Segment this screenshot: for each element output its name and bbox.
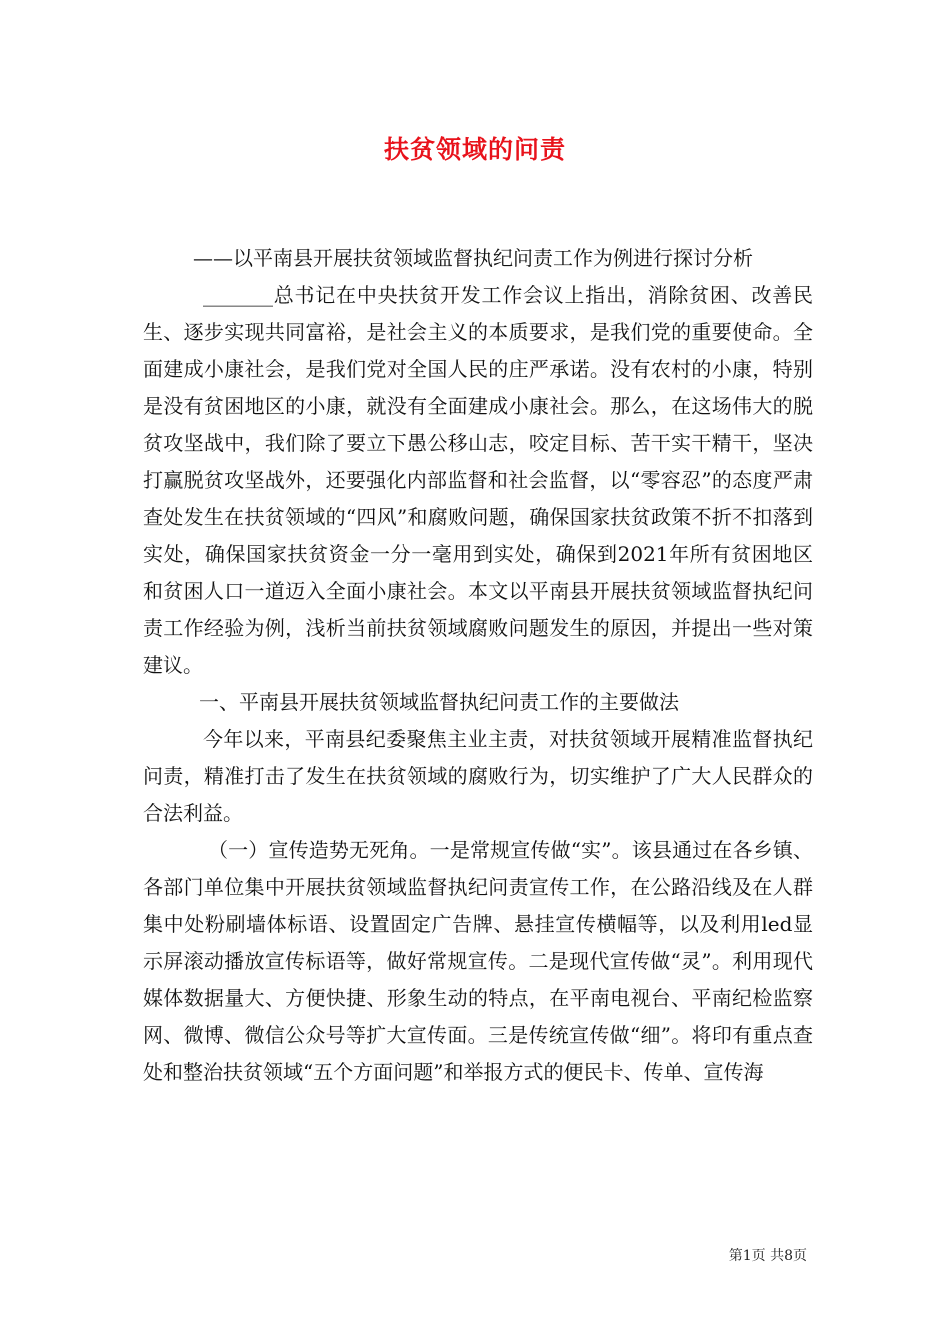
- document-subtitle: ——以平南县开展扶贫领域监督执纪问责工作为例进行探讨分析: [193, 246, 753, 270]
- document-title: 扶贫领域的问责: [383, 135, 566, 164]
- paragraph-2: 今年以来，平南县纪委聚焦主业主责，对扶贫领域开展精准监督执纪问责，精准打击了发生在扶贫领域的腐败行为，切实维护了广大人民群众的合法利益。: [143, 727, 813, 825]
- intro-paragraph: [143, 277, 813, 684]
- document-body: [143, 240, 813, 1091]
- page-number: 第1页 共8页: [728, 1248, 807, 1264]
- intro-blank: _______: [203, 283, 273, 307]
- paragraph-3: （一）宣传造势无死角。一是常规宣传做“实”。该县通过在各乡镇、各部门单位集中开展扶贫领域监督执纪问责宣传工作，在公路沿线及在人群集中处粉刷墙体标语、设置固定广告牌、悬挂宣传横幅等，以及利用led显示屏滚动播放宣传标语等，做好常规宣传。二是现代宣传做“灵”。利用现代媒体数据量大、方便快捷、形象生动的特点，在平南电视台、平南纪检监察网、微博、微信公众号等扩大宣传面。三是传统宣传做“细”。将印有重点查处和整治扶贫领域“五个方面问题”和举报方式的便民卡、传单、宣传海: [143, 838, 813, 1084]
- intro-text: 总书记在中央扶贫开发工作会议上指出，消除贫困、改善民生、逐步实现共同富裕，是社会主义的本质要求，是我们党的重要使命。全面建成小康社会，是我们党对全国人民的庄严承诺。没有农村的小康，特别是没有贫困地区的小康，就没有全面建成小康社会。那么，在这场伟大的脱贫攻坚战中，我们除了要立下愚公移山志，咬定目标、苦干实干精干，坚决打赢脱贫攻坚战外，还要强化内部监督和社会监督，以“零容忍”的态度严肃查处发生在扶贫领域的“四风”和腐败问题，确保国家扶贫政策不折不扣落到实处，确保国家扶贫资金一分一毫用到实处，确保到2021年所有贫困地区和贫困人口一道迈入全面小康社会。本文以平南县开展扶贫领域监督执纪问责工作经验为例，浅析当前扶贫领域腐败问题发生的原因，并提出一些对策建议。: [143, 283, 813, 677]
- section-heading-1: 一、平南县开展扶贫领域监督执纪问责工作的主要做法: [199, 690, 679, 714]
